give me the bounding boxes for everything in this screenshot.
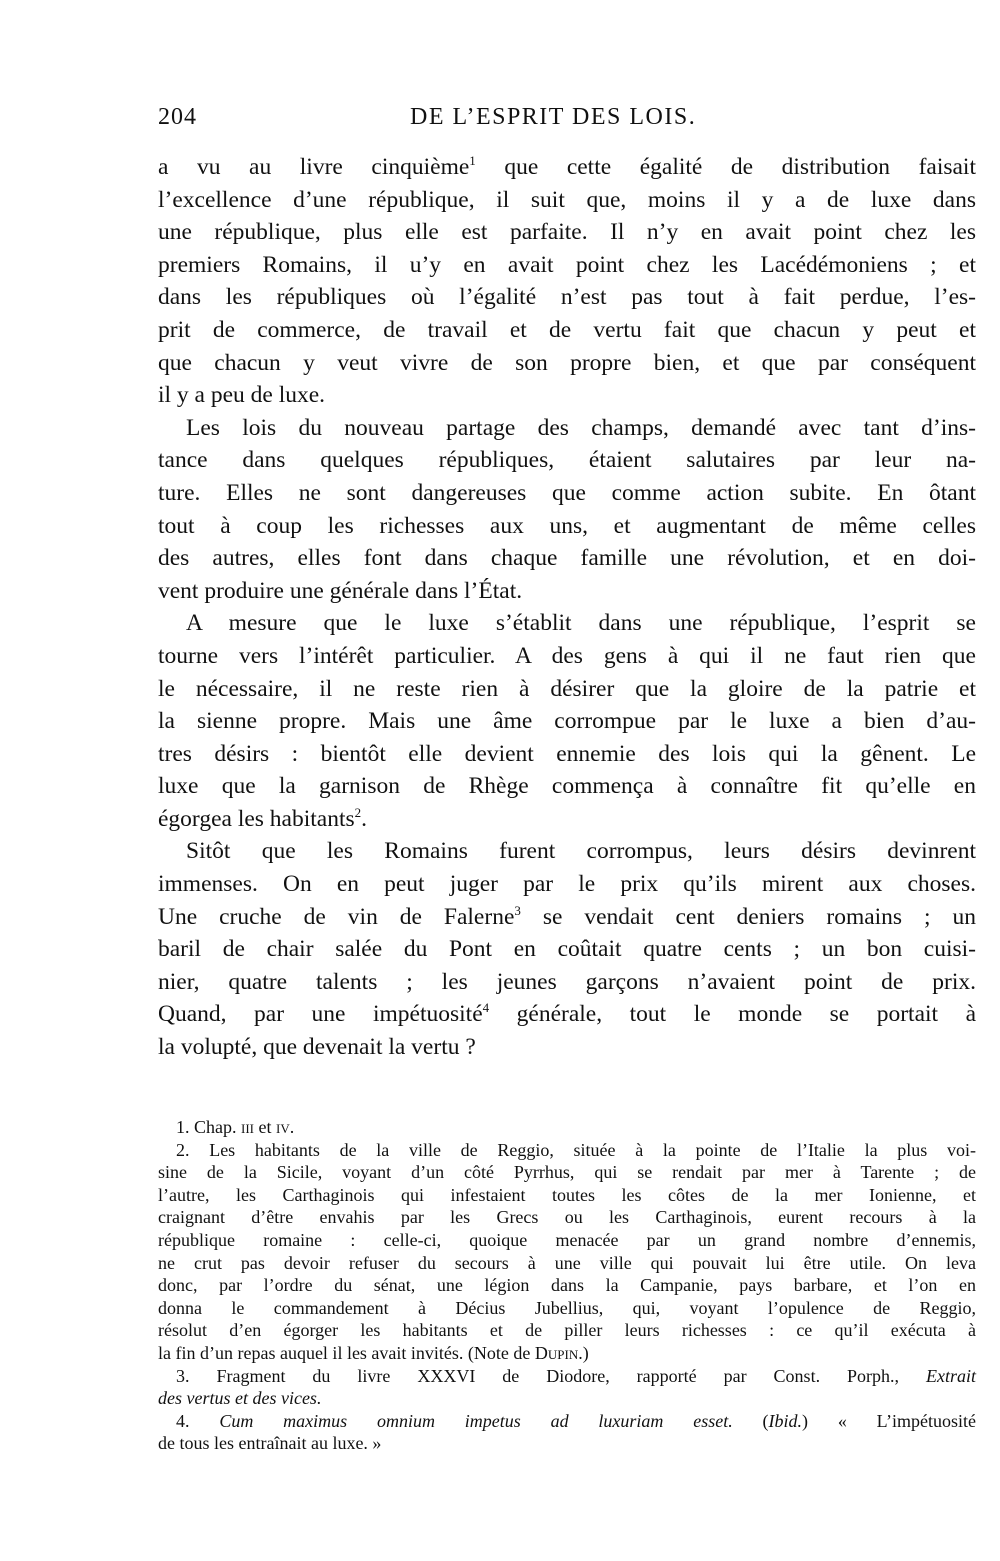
footnote-3-line: des vertus et des vices. <box>158 1388 322 1409</box>
paren: ( <box>732 1410 769 1431</box>
footnote-2-line: l’autre, les Carthaginois qui infestaient toutes les côtes de la mer Ionienne, et <box>158 1184 976 1205</box>
text-line: tourne vers l’intérêt particulier. A des gens à qui il ne faut rien que <box>158 642 976 669</box>
roman-numeral: iii <box>241 1117 254 1137</box>
footnote-3-line <box>158 1365 976 1388</box>
footnote-2-line: donc, par l’ordre du sénat, une légion dans la Campanie, pays barbare, et l’on en <box>158 1275 976 1296</box>
footnote-text: la fin d’un repas auquel il les avait invités. (Note de <box>158 1342 535 1363</box>
text-line: Une cruche de vin de Falerne$^3$ se vendait cent deniers romains ; un <box>158 902 977 930</box>
latin-quote: Cum maximus omnium impetus ad luxuriam esset. <box>219 1410 733 1431</box>
text-line: luxe que la garnison de Rhège commença à connaître fit qu’elle en <box>158 773 976 800</box>
footnote-4-line: de tous les entraînait au luxe. » <box>158 1433 382 1454</box>
text-line: baril de chair salée du Pont en coûtait quatre cents ; un bon cuisi- <box>158 936 976 963</box>
author-name: Dupin <box>534 1342 579 1363</box>
footnote-text: .) <box>578 1342 589 1363</box>
text-line: l’excellence d’une république, il suit que, moins il y a de luxe dans <box>158 186 976 213</box>
text-line: la volupté, que devenait la vertu ? <box>158 1034 476 1061</box>
footnote-2-line: résolut d’en égorger les habitants et de piller leurs richesses : ce qu’il exécuta à <box>158 1320 976 1341</box>
footnote-text: 3. Fragment du livre XXXVI de Diodore, rapporté par Const. Porph., <box>176 1365 926 1386</box>
paragraph <box>158 151 976 412</box>
text-line: que chacun y veut vivre de son propre bien, et que par conséquent <box>158 349 976 376</box>
text-line: ture. Elles ne sont dangereuses que comme action subite. En ôtant <box>158 479 976 506</box>
body-text <box>158 151 976 1064</box>
footnote-number: 4. <box>176 1410 220 1431</box>
text-line: vent produire une générale dans l’État. <box>158 577 523 604</box>
text-line: prit de commerce, de travail et de vertu fait que chacun y peut et <box>158 316 976 343</box>
text-line: tres désirs : bientôt elle devient ennemie des lois qui la gênent. Le <box>158 740 976 767</box>
footnote-2-line: sine de la Sicile, voyant d’un côté Pyrrhus, qui se rendait par mer à Tarente ; de <box>158 1162 976 1183</box>
footnote-text: et <box>254 1117 276 1137</box>
footnotes <box>158 1116 976 1455</box>
footnote-ref[interactable]: 4 <box>482 1000 490 1016</box>
footnote-2-line: 2. Les habitants de la ville de Reggio, située à la pointe de l’Italie la plus voi- <box>176 1139 976 1160</box>
footnote-1 <box>158 1116 976 1139</box>
text-line: dans les républiques où l’égalité n’est pas tout à fait perdue, l’es- <box>158 284 976 311</box>
text-line: immenses. On en peut juger par le prix qu’ils mirent aux choses. <box>158 871 976 898</box>
text-line: le nécessaire, il ne reste rien à désirer que la gloire de la patrie et <box>158 675 976 702</box>
paragraph <box>158 835 976 1063</box>
text-line: il y a peu de luxe. <box>158 382 326 409</box>
running-head <box>158 104 976 138</box>
paragraph <box>158 412 976 608</box>
text-line: égorgea les habitants$^2$. <box>158 804 368 832</box>
footnote-4-line <box>158 1410 976 1433</box>
paren: ) <box>802 1410 809 1431</box>
text-line: nier, quatre talents ; les jeunes garçons n’avaient point de prix. <box>158 968 976 995</box>
text-line: la sienne propre. Mais une âme corrompue par le luxe a bien d’au- <box>158 708 976 735</box>
ibid: Ibid. <box>768 1410 803 1431</box>
text-line: Sitôt que les Romains furent corrompus, leurs désirs devinrent <box>186 838 976 865</box>
text-line: a vu au livre cinquième$^1$ que cette égalité de distribution faisait <box>158 153 976 180</box>
paragraph <box>158 607 976 835</box>
work-title: Extrait <box>926 1365 976 1386</box>
roman-numeral: iv <box>276 1117 290 1137</box>
footnote-number: 1. <box>176 1117 190 1137</box>
text-line: une république, plus elle est parfaite. Il n’y en avait point chez les <box>158 219 976 246</box>
footnote-2-line: craignant d’être envahis par les Grecs ou les Carthaginois, eurent recours à la <box>158 1207 976 1228</box>
footnote-ref[interactable]: 1 <box>469 153 476 168</box>
footnote-2-line <box>158 1342 976 1365</box>
text-line: premiers Romains, il u’y en avait point chez les Lacédémoniens ; et <box>158 251 976 278</box>
footnote-2-line: république romaine : celle-ci, quoique menacée par un grand nombre d’ennemis, <box>158 1229 976 1250</box>
page-number: 204 <box>158 104 197 130</box>
text-line: Les lois du nouveau partage des champs, demandé avec tant d’ins- <box>186 414 976 441</box>
footnote-ref[interactable]: 2 <box>354 804 362 820</box>
text-line: des autres, elles font dans chaque famille une révolution, et en doi- <box>158 545 976 572</box>
running-title: DE L’ESPRIT DES LOIS. <box>410 104 697 130</box>
footnote-ref[interactable]: 3 <box>514 902 521 918</box>
footnote-text: Chap. <box>194 1117 241 1137</box>
text-line: Quand, par une impétuosité$^4$ générale, tout le monde se portait à <box>158 1000 976 1028</box>
footnote-2-line: ne crut pas devoir refuser du secours à une ville qui pouvait lui être utile. On leva <box>158 1252 976 1273</box>
footnote-text: . <box>289 1117 295 1137</box>
text-line: tance dans quelques républiques, étaient salutaires par leur na- <box>158 447 976 474</box>
text-line: tout à coup les richesses aux uns, et augmentant de même celles <box>158 512 976 539</box>
footnote-text: « L’impétuosité <box>808 1410 977 1431</box>
footnote-2-line: donna le commandement à Décius Jubellius, qui, voyant l’opulence de Reggio, <box>158 1297 976 1318</box>
text-line: A mesure que le luxe s’établit dans une république, l’esprit se <box>186 610 976 637</box>
